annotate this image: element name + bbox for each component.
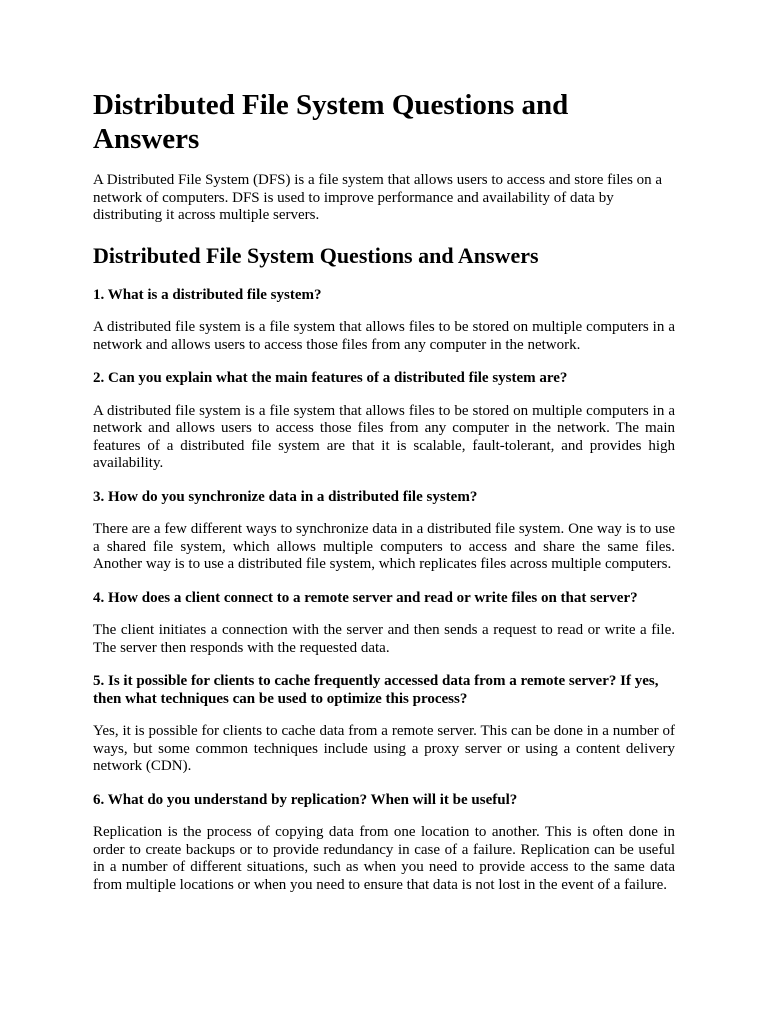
answer-6: Replication is the process of copying data from one location to another. This is often done in order to create backups or to provide redundancy in case of a failure. Replication can be useful in a number of different situations, such as when you need to provide access to the same data from multiple locations or when you need to ensure that data is not lost in the event of a failure. xyxy=(93,824,675,893)
question-6: 6. What do you understand by replication? When will it be useful? xyxy=(93,791,518,808)
question-4: 4. How does a client connect to a remote server and read or write files on that server? xyxy=(93,589,638,606)
section-heading: Distributed File System Questions and Answers xyxy=(93,242,539,268)
qa-item-5 xyxy=(93,673,675,776)
question-5: 5. Is it possible for clients to cache frequently accessed data from a remote server? If yes, then what techniques can be used to optimize this process? xyxy=(93,673,659,707)
qa-item-3 xyxy=(93,489,675,574)
qa-item-2 xyxy=(93,370,675,473)
answer-1: A distributed file system is a file system that allows files to be stored on multiple computers in a network and allows users to access those files from any computer in the network. xyxy=(93,319,675,353)
question-3: 3. How do you synchronize data in a distributed file system? xyxy=(93,488,478,505)
answer-2: A distributed file system is a file system that allows files to be stored on multiple computers in a network and allows users to access those files from any computer in the network. The main features of a distributed file system are that it is scalable, fault-tolerant, and provides high availability. xyxy=(93,402,675,471)
answer-4: The client initiates a connection with the server and then sends a request to read or write a file. The server then responds with the requested data. xyxy=(93,622,675,656)
document-title: Distributed File System Questions and Answers xyxy=(93,89,569,155)
answer-5: Yes, it is possible for clients to cache data from a remote server. This can be done in a number of ways, but some common techniques include using a proxy server or using a content delivery network (CDN). xyxy=(93,723,675,774)
qa-item-6 xyxy=(93,792,675,895)
answer-3: There are a few different ways to synchronize data in a distributed file system. One way is to use a shared file system, which allows multiple computers to access and share the same files. Another way is to use a distributed file system, which replicates files across multiple computers. xyxy=(93,521,675,572)
qa-item-1 xyxy=(93,287,675,355)
qa-item-4 xyxy=(93,590,675,658)
question-2: 2. Can you explain what the main features of a distributed file system are? xyxy=(93,370,568,386)
question-1: 1. What is a distributed file system? xyxy=(93,286,322,303)
intro-paragraph: A Distributed File System (DFS) is a file system that allows users to access and store files on a network of computers. DFS is used to improve performance and availability of data by distributing it across multiple servers. xyxy=(93,172,663,223)
